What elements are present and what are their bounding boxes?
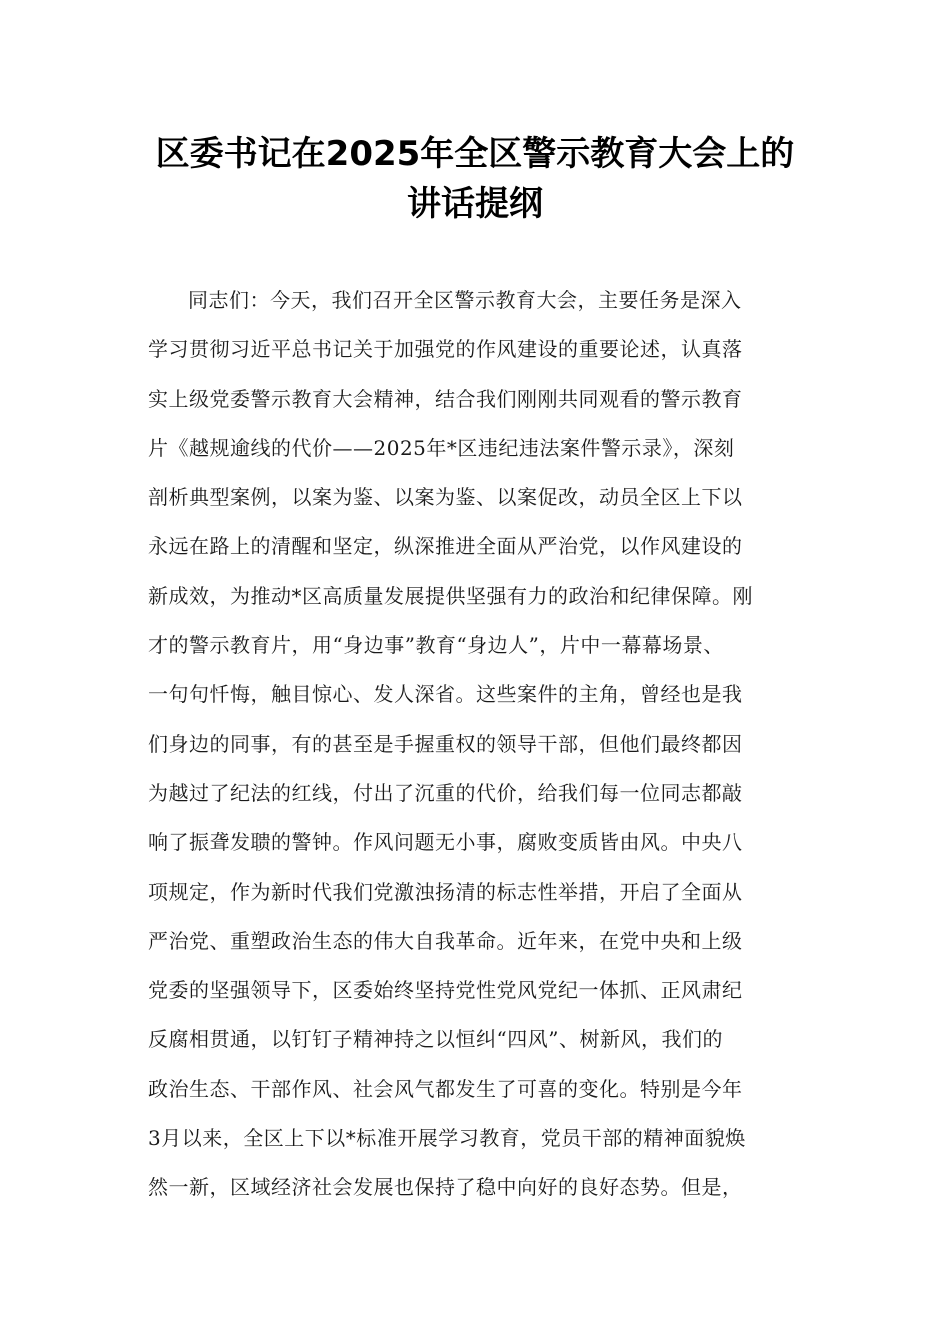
body-line: 们身边的同事，有的甚至是手握重权的领导干部，但他们最终都因	[148, 731, 743, 756]
body-line: 实上级党委警示教育大会精神，结合我们刚刚共同观看的警示教育	[148, 386, 743, 411]
body-line: 然一新，区域经济社会发展也保持了稳中向好的良好态势。但是，	[148, 1175, 743, 1200]
document-body	[148, 276, 818, 1213]
body-line: 永远在路上的清醒和坚定，纵深推进全面从严治党，以作风建设的	[148, 534, 743, 559]
body-line: 同志们：今天，我们召开全区警示教育大会，主要任务是深入	[188, 288, 742, 312]
body-line: 严治党、重塑政治生态的伟大自我革命。近年来，在党中央和上级	[148, 928, 743, 953]
body-line: 才的警示教育片，用“身边事”教育“身边人”，片中一幕幕场景、	[148, 633, 724, 658]
body-line: 剖析典型案例，以案为鉴、以案为鉴、以案促改，动员全区上下以	[148, 485, 743, 510]
body-line: 学习贯彻习近平总书记关于加强党的作风建设的重要论述，认真落	[148, 337, 743, 362]
body-line: 为越过了纪法的红线，付出了沉重的代价，给我们每一位同志都敲	[148, 780, 743, 805]
body-line: 项规定，作为新时代我们党激浊扬清的标志性举措，开启了全面从	[148, 879, 743, 904]
body-line: 政治生态、干部作风、社会风气都发生了可喜的变化。特别是今年	[148, 1076, 743, 1101]
body-line: 3月以来，全区上下以*标准开展学习教育，党员干部的精神面貌焕	[148, 1126, 746, 1151]
body-line: 响了振聋发聩的警钟。作风问题无小事，腐败变质皆由风。中央八	[148, 830, 743, 855]
body-line: 反腐相贯通，以钉钉子精神持之以恒纠“四风”、树新风，我们的	[148, 1027, 723, 1052]
document-title-line-2: 讲话提纲	[407, 184, 543, 224]
body-line: 片《越规逾线的代价——2025年*区违纪违法案件警示录》，深刻	[148, 435, 735, 460]
body-line: 一句句忏悔，触目惊心、发人深省。这些案件的主角，曾经也是我	[148, 682, 743, 707]
document-title-line-1: 区委书记在2025年全区警示教育大会上的	[155, 134, 795, 174]
body-line: 新成效，为推动*区高质量发展提供坚强有力的政治和纪律保障。刚	[148, 583, 753, 608]
body-line: 党委的坚强领导下，区委始终坚持党性党风党纪一体抓、正风肃纪	[148, 978, 743, 1003]
